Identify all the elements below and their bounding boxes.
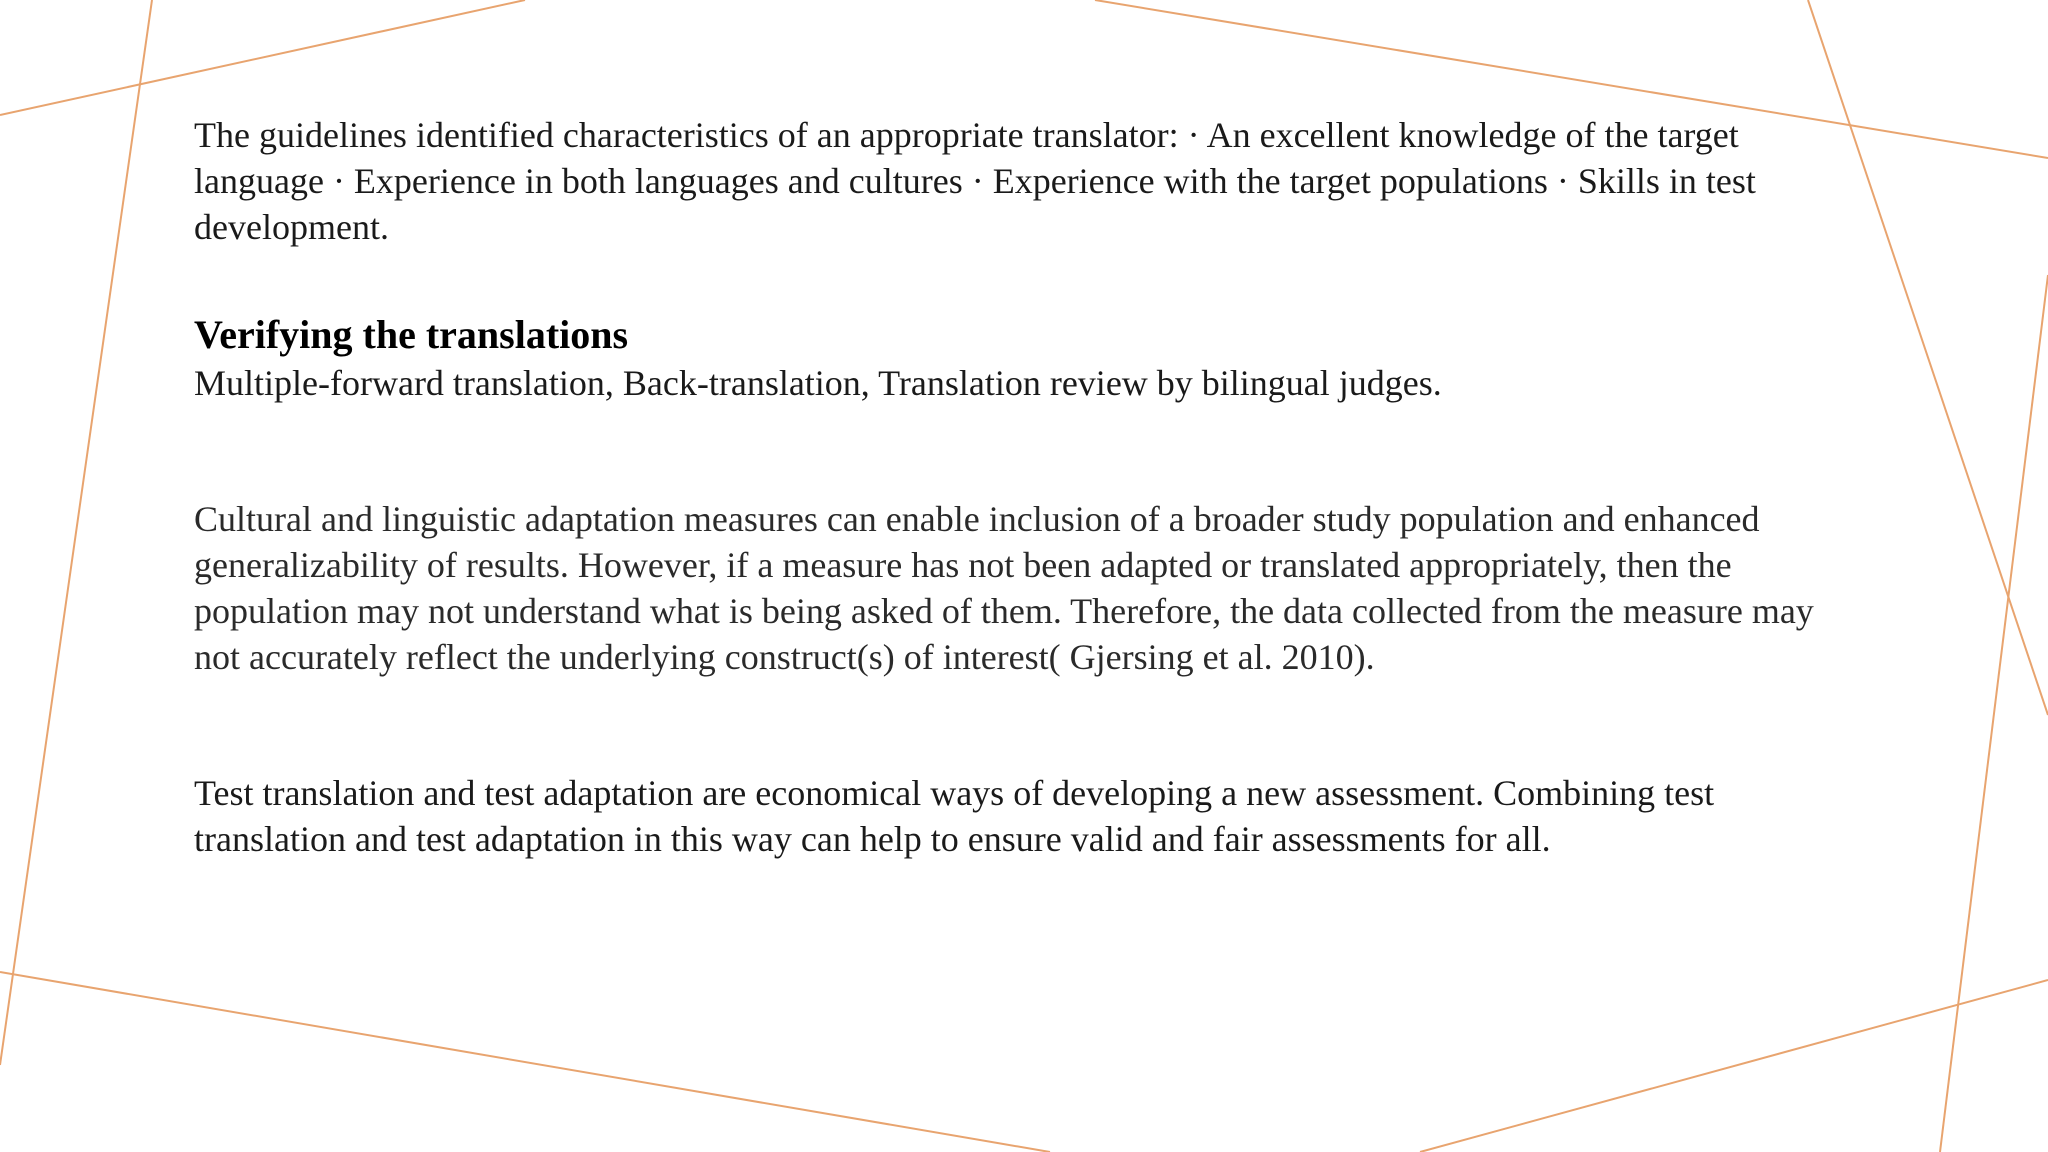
decor-line-left-vertical: [0, 0, 152, 1065]
slide-content: [194, 112, 1814, 862]
decor-line-top-left: [0, 0, 525, 115]
decor-line-right-diagonal: [1808, 0, 2048, 715]
guidelines-paragraph: The guidelines identified characteristics of an appropriate translator: · An excellent knowledge of the target language · Experience in both languages and cultures · Experience with the target populations · Skills in test development.: [194, 115, 1756, 247]
verification-methods-paragraph: Multiple-forward translation, Back-translation, Translation review by bilingual judges.: [194, 363, 1442, 403]
cultural-adaptation-paragraph: Cultural and linguistic adaptation measures can enable inclusion of a broader study population and enhanced generalizability of results. However, if a measure has not been adapted or translated appropriately, then the population may not understand what is being asked of them. Therefore, the data collected from the measure may not accurately reflect the underlying construct(s) of interest( Gjersing et al. 2010).: [194, 499, 1814, 677]
decor-line-right-vertical: [1940, 275, 2048, 1152]
decor-line-bottom-left: [0, 972, 1050, 1152]
economical-paragraph: Test translation and test adaptation are economical ways of developing a new assessment. Combining test translation and test adaptation in this way can help to ensure valid and fair assessments for all.: [194, 773, 1715, 859]
decor-line-bottom-right: [1420, 980, 2048, 1152]
verifying-heading: Verifying the translations: [194, 312, 629, 357]
